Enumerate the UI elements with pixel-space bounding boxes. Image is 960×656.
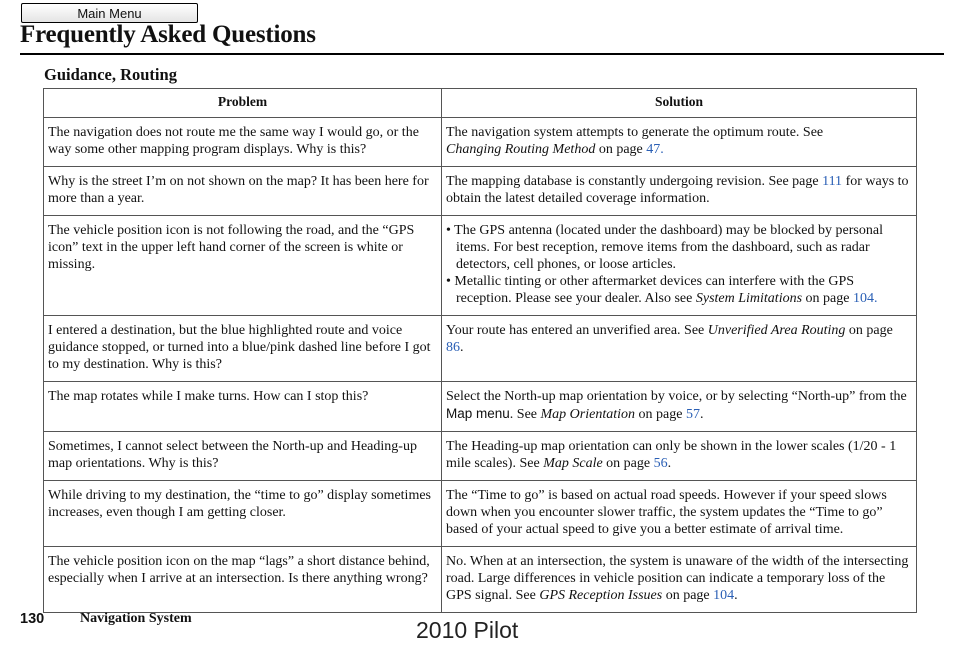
solution-cell bbox=[442, 316, 917, 382]
table-row bbox=[44, 481, 917, 547]
solution-cell bbox=[442, 432, 917, 481]
reference-title: Changing Routing Method bbox=[446, 142, 596, 157]
solution-cell bbox=[442, 167, 917, 216]
solution-text: No. When at an intersection, the system is unaware of the width of the intersecting road. Large differences in vehicle position can indicate a temporary loss of the GPS signal. See bbox=[446, 554, 909, 603]
solution-text: The mapping database is constantly undergoing revision. See page bbox=[446, 174, 819, 189]
bullet-item bbox=[446, 273, 911, 307]
reference-title: System Limitations bbox=[695, 291, 803, 306]
solution-text: Select the North-up map orientation by voice, or by selecting “North-up” from the bbox=[446, 389, 907, 404]
section-title: Guidance, Routing bbox=[44, 65, 177, 84]
page-ref-label: on page bbox=[598, 142, 643, 157]
page-link[interactable]: 104 bbox=[713, 588, 735, 603]
period: . bbox=[667, 456, 672, 471]
footer-label: Navigation System bbox=[80, 611, 192, 626]
table-row bbox=[44, 118, 917, 167]
page-link[interactable]: 57 bbox=[685, 407, 700, 422]
page-ref-label: on page bbox=[805, 291, 850, 306]
solution-cell bbox=[442, 216, 917, 316]
table-row bbox=[44, 216, 917, 316]
problem-cell: Why is the street I’m on not shown on the map? It has been here for more than a year. bbox=[44, 167, 442, 216]
problem-cell: The map rotates while I make turns. How can I stop this? bbox=[44, 382, 442, 432]
solution-cell bbox=[442, 382, 917, 432]
page-ref-label: on page bbox=[638, 407, 683, 422]
reference-title: Map Scale bbox=[543, 456, 603, 471]
solution-text-cont: for ways to obtain the latest detailed coverage information. bbox=[446, 174, 909, 206]
page-link[interactable]: 111 bbox=[822, 174, 843, 189]
solution-text: The navigation system attempts to generate the optimum route. See bbox=[446, 125, 824, 140]
column-header-problem: Problem bbox=[44, 89, 442, 118]
reference-title: Unverified Area Routing bbox=[707, 323, 846, 338]
solution-cell bbox=[442, 547, 917, 613]
page-link[interactable]: 56 bbox=[653, 456, 668, 471]
watermark: 2010 Pilot bbox=[416, 617, 519, 643]
page-link[interactable]: 104. bbox=[852, 291, 878, 306]
problem-cell: Sometimes, I cannot select between the North-up and Heading-up map orientations. Why is this? bbox=[44, 432, 442, 481]
table-row bbox=[44, 167, 917, 216]
reference-title: Map Orientation bbox=[540, 407, 636, 422]
page-link[interactable]: 47. bbox=[646, 142, 664, 157]
faq-table bbox=[43, 88, 917, 613]
solution-text: Your route has entered an unverified area. See bbox=[446, 323, 705, 338]
see-label: . See bbox=[509, 407, 538, 422]
page-ref-label: on page bbox=[665, 588, 710, 603]
title-divider bbox=[20, 53, 944, 55]
problem-cell: The navigation does not route me the same way I would go, or the way some other mapping program displays. Why is this? bbox=[44, 118, 442, 167]
page-number: 130 bbox=[20, 611, 45, 627]
table-header-row bbox=[44, 89, 917, 118]
column-header-solution: Solution bbox=[442, 89, 917, 118]
problem-cell: While driving to my destination, the “time to go” display sometimes increases, even though I am getting closer. bbox=[44, 481, 442, 547]
problem-cell: I entered a destination, but the blue highlighted route and voice guidance stopped, or turned into a blue/pink dashed line before I got to my destination. Why is this? bbox=[44, 316, 442, 382]
problem-cell: The vehicle position icon is not following the road, and the “GPS icon” text in the upper left hand corner of the screen is white or missing. bbox=[44, 216, 442, 316]
table-row bbox=[44, 432, 917, 481]
bullet-item: • The GPS antenna (located under the dashboard) may be blocked by personal items. For best reception, remove items from the dashboard, such as radar detectors, cell phones, or loose articles. bbox=[446, 223, 883, 272]
reference-title: GPS Reception Issues bbox=[539, 588, 663, 603]
problem-cell: The vehicle position icon on the map “lags” a short distance behind, especially when I arrive at an intersection. Is there anything wrong? bbox=[44, 547, 442, 613]
period: . bbox=[734, 588, 738, 603]
page-link[interactable]: 86 bbox=[446, 340, 460, 355]
page-ref-label: on page bbox=[848, 323, 893, 338]
solution-cell bbox=[442, 118, 917, 167]
solution-cell: The “Time to go” is based on actual road speeds. However if your speed slows down when you encounter slower traffic, the system updates the “Time to go” based of your actual speed to give you a better estimate of arrival time. bbox=[442, 481, 917, 547]
table-row bbox=[44, 382, 917, 432]
menu-name: Map menu bbox=[446, 406, 510, 421]
page-title: Frequently Asked Questions bbox=[20, 21, 316, 48]
main-menu-button[interactable]: Main Menu bbox=[21, 3, 198, 23]
bullet-text: • Metallic tinting or other aftermarket devices can interfere with the GPS reception. Please see your dealer. Also see bbox=[446, 274, 855, 306]
period: . bbox=[460, 340, 464, 355]
page-ref-label: on page bbox=[606, 456, 651, 471]
table-row bbox=[44, 316, 917, 382]
solution-text: The Heading-up map orientation can only be shown in the lower scales (1/20 - 1 mile scales). See bbox=[446, 439, 897, 471]
table-row bbox=[44, 547, 917, 613]
period: . bbox=[699, 407, 704, 422]
